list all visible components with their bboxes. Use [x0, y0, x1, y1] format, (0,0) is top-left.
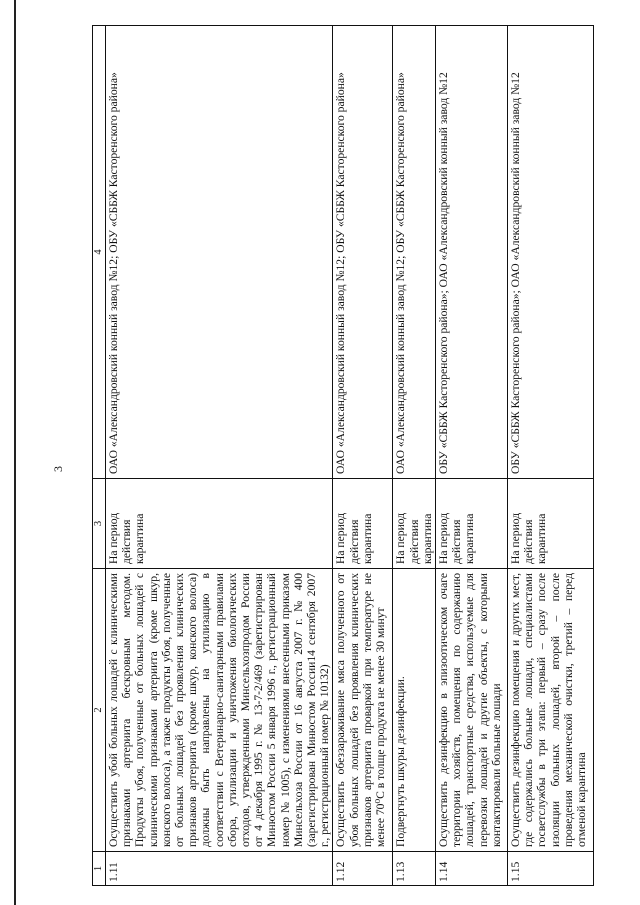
row-number: 1.15	[508, 852, 594, 886]
header-col-3: 3	[93, 479, 106, 569]
row-number: 1.11	[106, 852, 333, 886]
row-responsible: ОАО «Александровский конный завод №12; ОБУ «СББЖ Касторенского района»	[333, 26, 393, 479]
row-term: На период действия карантина	[436, 479, 508, 569]
table-row	[393, 26, 436, 886]
row-number: 1.12	[333, 852, 393, 886]
row-action: Осуществить дезинфекцию помещения и других мест, где содержались больные лошади, специалистами госветслужбы в три этапа: первый – сразу после изоляции больных лошадей, второй – после проведения механической очистки, третий – перед отменой карантина	[508, 569, 594, 852]
scan-edge-line	[14, 0, 16, 905]
table-header-row	[93, 26, 106, 886]
table-row	[436, 26, 508, 886]
row-responsible: ОБУ «СББЖ Касторенского района»; ОАО «Александровский конный завод №12	[436, 26, 508, 479]
header-col-2: 2	[93, 569, 106, 852]
table-row	[508, 26, 594, 886]
row-term: На период действия карантина	[393, 479, 436, 569]
row-action: Подвергнуть шкуры дезинфекции.	[393, 569, 436, 852]
row-number: 1.13	[393, 852, 436, 886]
header-col-4: 4	[93, 26, 106, 479]
row-action: Осуществить обеззараживание мяса полученного от убоя больных лошадей без проявления клинических признаков артериита проваркой при температуре не менее 70⁰С в толще продукта не менее 30 минут	[333, 569, 393, 852]
row-term: На период действия карантина	[106, 479, 333, 569]
page-number: 3	[51, 466, 65, 472]
measures-table	[92, 25, 594, 886]
row-responsible: ОБУ «СББЖ Касторенского района»; ОАО «Александровский конный завод №12	[508, 26, 594, 479]
rotated-table-wrapper	[92, 26, 622, 886]
row-action: Осуществить дезинфекцию в эпизоотическом очаге территории хозяйств, помещения по содержанию лошадей, транспортные средства, используемые для перевозки лошадей и другие объекты, с которыми контактировали больные лошади	[436, 569, 508, 852]
row-term: На период действия карантина	[333, 479, 393, 569]
row-responsible: ОАО «Александровский конный завод №12; ОБУ «СББЖ Касторенского района»	[106, 26, 333, 479]
table-row	[106, 26, 333, 886]
row-term: На период действия карантина	[508, 479, 594, 569]
header-col-1: 1	[93, 852, 106, 886]
row-action: Осуществить убой больных лошадей с клиническими признаками артериита бескровным методом. Продукты убоя, полученные от больных лошадей с клиническими признаками артериита (кроме шкур, конского волоса), а также продукты убоя, полученные от больных лошадей без проявления клинических признаков артериита (кроме шкур, конского волоса) должны быть направлены на утилизацию в соответствии с Ветеринарно-санитарными правилами сбора, утилизации и уничтожения биологических отходов, утвержденными Минсельхозпродом России от 4 декабря 1995 г. № 13-7-2/469 (зарегистрирован Минюстом России 5 января 1996 г., регистрационный номер № 1005), с изменениями внесенными приказом Минсельхоза России от 16 августа 2007 г. № 400 (зарегистрирован Минюстом России14 сентября 2007 г., регистрационный номер № 10132)	[106, 569, 333, 852]
table-row	[333, 26, 393, 886]
row-responsible: ОАО «Александровский конный завод №12; ОБУ «СББЖ Касторенского района»	[393, 26, 436, 479]
row-number: 1.14	[436, 852, 508, 886]
